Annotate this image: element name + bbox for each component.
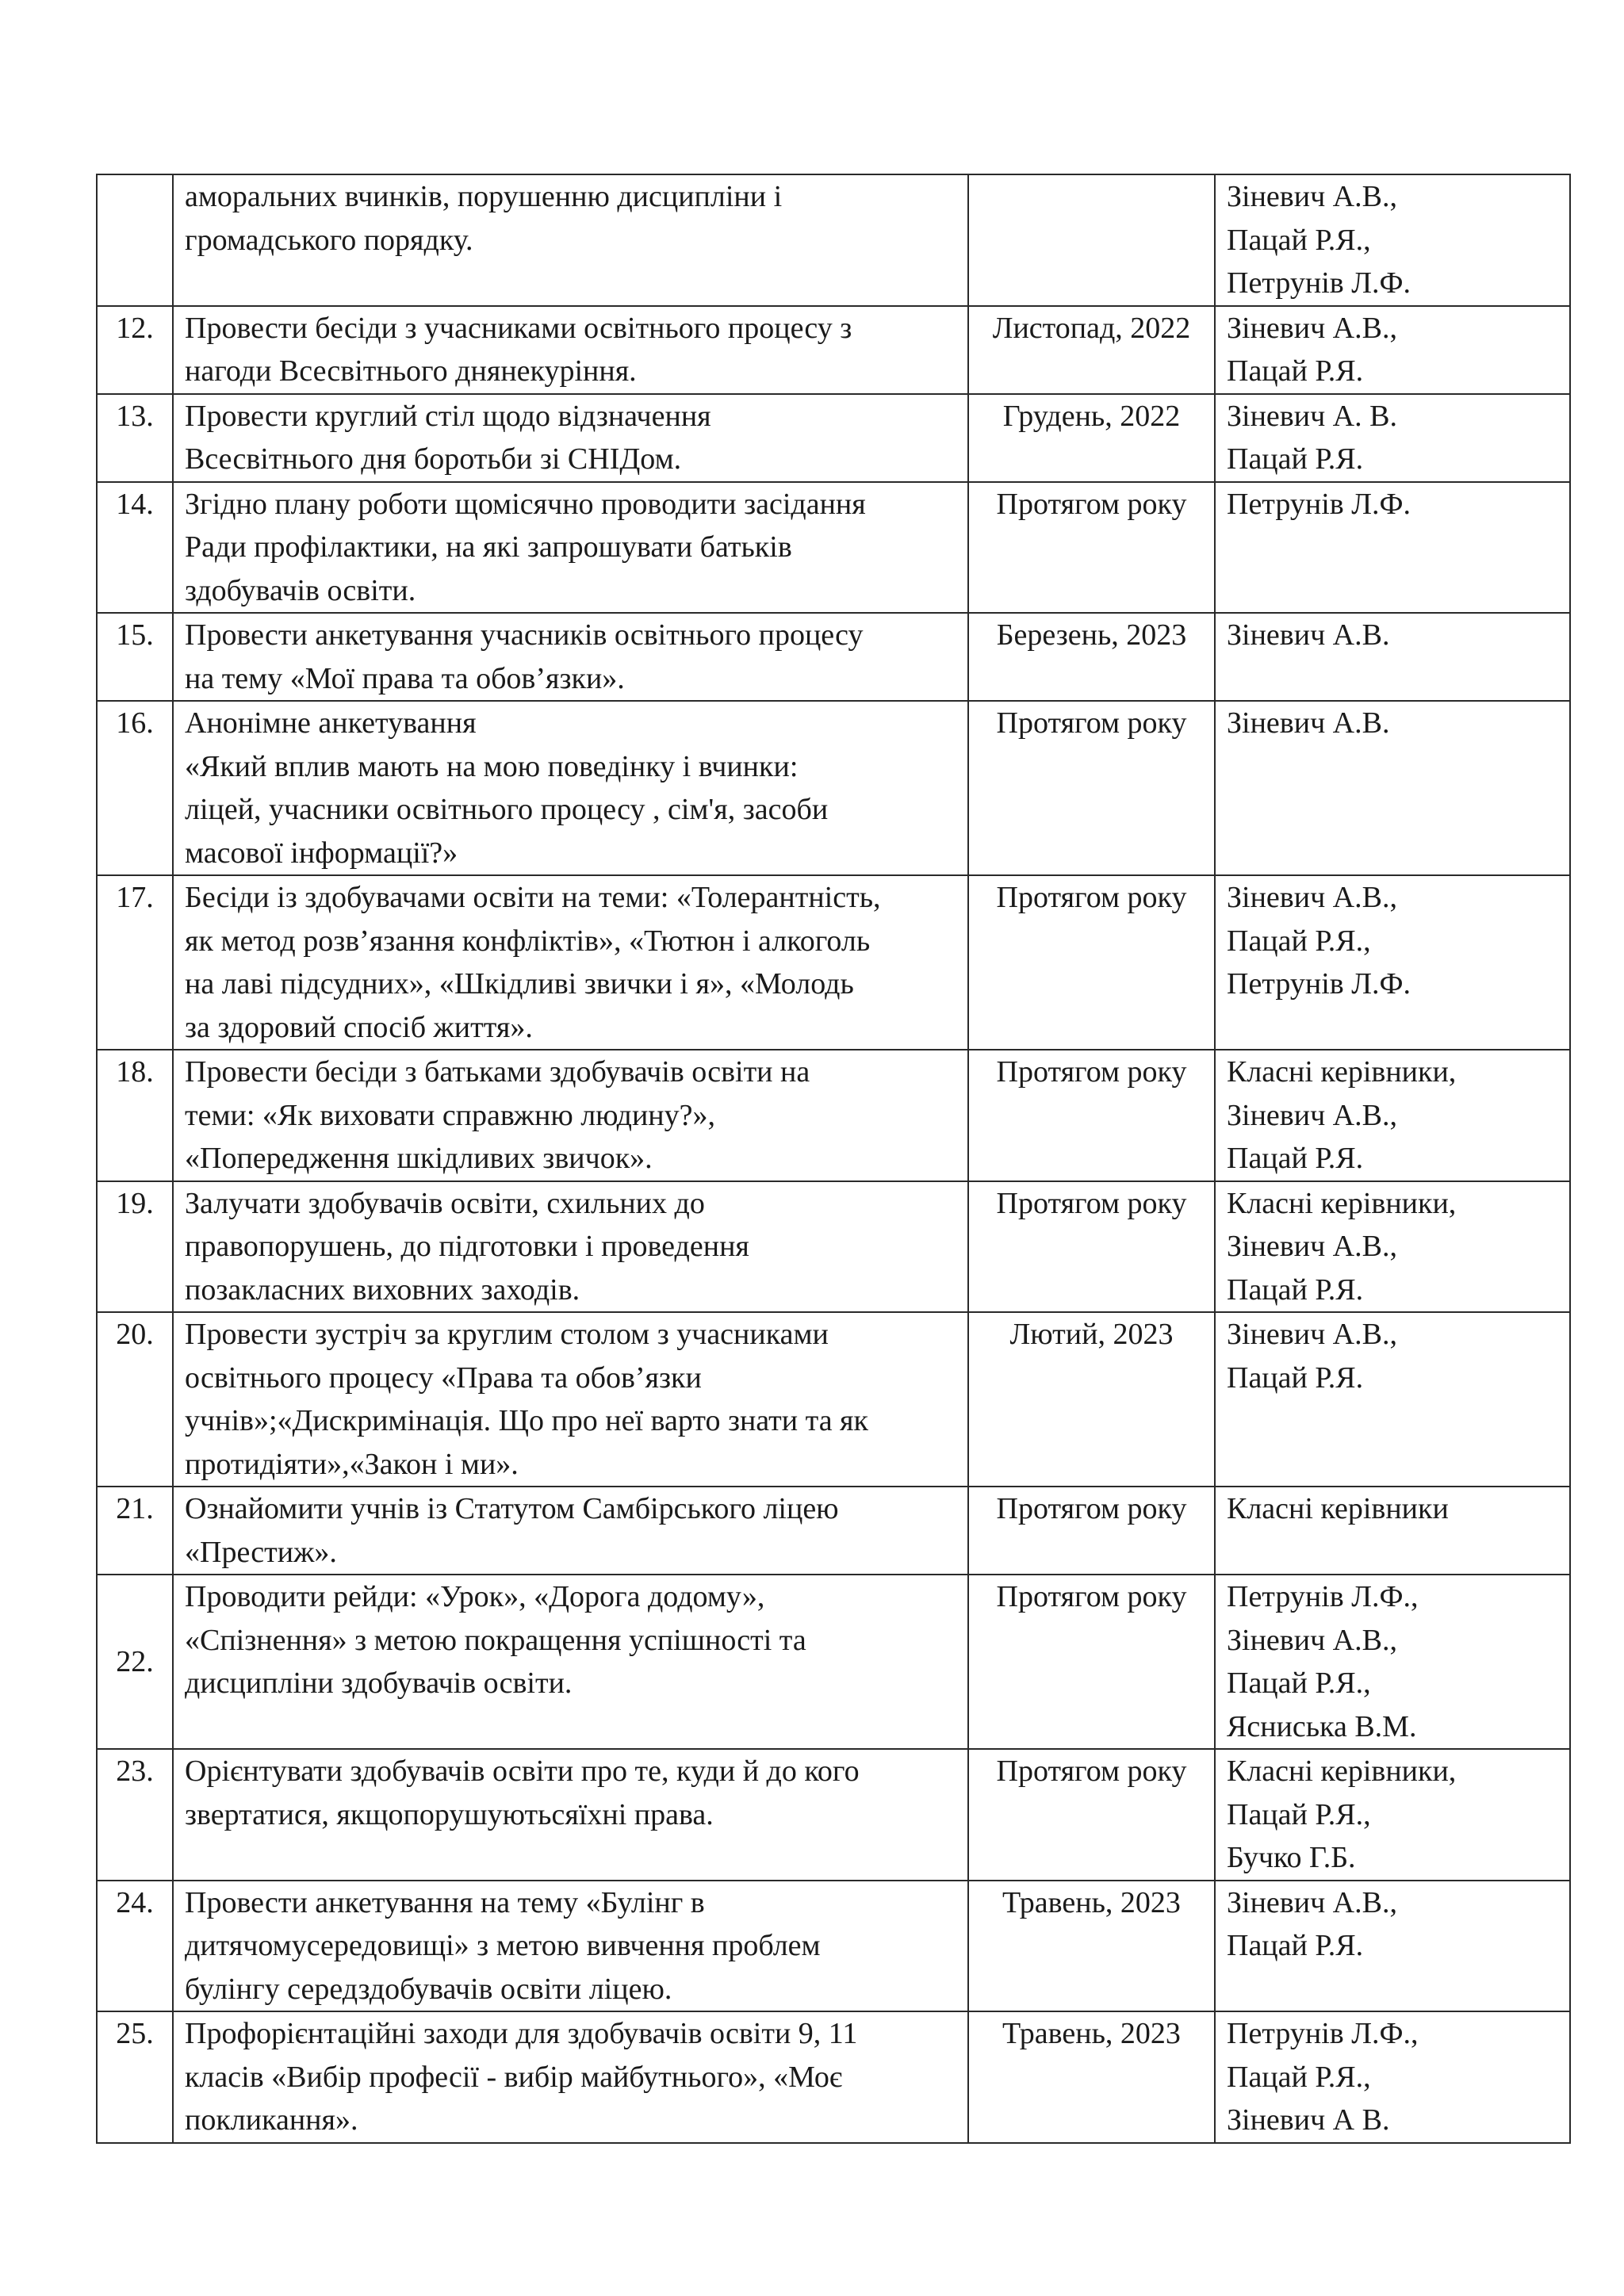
table-row (97, 1181, 1570, 1313)
responsible-line: Класні керівники, (1227, 1055, 1457, 1089)
responsible-line: Пацай Р.Я. (1227, 354, 1364, 388)
responsible-line: Петрунів Л.Ф., (1227, 1580, 1419, 1613)
responsible-cell (1215, 1881, 1570, 2012)
row-number: 23. (97, 1749, 173, 1881)
activity-line: Профорієнтаційні заходи для здобувачів освіти 9, 11 (185, 2017, 858, 2050)
table-row (97, 1881, 1570, 2012)
activity-cell (173, 2011, 968, 2143)
activity-line: позакласних виховних заходів. (185, 1272, 580, 1307)
activity-cell (173, 306, 968, 394)
activity-line: на тему «Мої права та обов’язки». (185, 661, 625, 695)
table-row (97, 1749, 1570, 1881)
activity-line: звертатися, якщопорушуютьсяїхні права. (185, 1797, 714, 1831)
activity-line: протидіяти»,«Закон і ми». (185, 1447, 519, 1481)
responsible-line: Пацай Р.Я., (1227, 223, 1371, 257)
term-cell: Грудень, 2022 (968, 394, 1215, 482)
term-cell: Протягом року (968, 1575, 1215, 1749)
responsible-line: Зіневич А.В., (1227, 1623, 1397, 1657)
activity-line: Проводити рейди: «Урок», «Дорога додому», (185, 1580, 765, 1613)
table-row (97, 394, 1570, 482)
row-number: 17. (97, 875, 173, 1050)
term-cell: Протягом року (968, 1181, 1215, 1313)
table-row (97, 306, 1570, 394)
table-row (97, 613, 1570, 701)
activity-line: Провести круглий стіл щодо відзначення (185, 399, 711, 433)
activity-line: дитячомусередовищі» з метою вивчення проблем (185, 1929, 821, 1962)
responsible-line: Пацай Р.Я. (1227, 1360, 1364, 1395)
activity-line: «Престиж». (185, 1535, 337, 1569)
responsible-line: Пацай Р.Я. (1227, 1272, 1364, 1307)
activity-cell (173, 174, 968, 306)
responsible-cell (1215, 482, 1570, 614)
responsible-line: Пацай Р.Я., (1227, 1667, 1371, 1700)
responsible-cell (1215, 1749, 1570, 1881)
activity-cell (173, 1312, 968, 1487)
activity-line: Ради профілактики, на які запрошувати батьків (185, 530, 792, 564)
responsible-line: Пацай Р.Я., (1227, 924, 1371, 958)
activity-line: «Спізнення» з метою покращення успішності та (185, 1623, 806, 1657)
responsible-line: Зіневич А.В., (1227, 180, 1397, 213)
term-cell: Травень, 2023 (968, 1881, 1215, 2012)
responsible-line: Зіневич А.В., (1227, 311, 1397, 345)
activity-line: Згідно плану роботи щомісячно проводити засідання (185, 487, 866, 521)
activity-line: здобувачів освіти. (185, 573, 416, 607)
responsible-line: Зіневич А.В. (1227, 706, 1390, 740)
row-number: 16. (97, 701, 173, 875)
row-number: 19. (97, 1181, 173, 1313)
term-cell (968, 174, 1215, 306)
row-number (97, 174, 173, 306)
activity-line: булінгу середздобувачів освіти ліцею. (185, 1972, 672, 2006)
activity-line: Провести бесіди з батьками здобувачів освіти на (185, 1055, 810, 1089)
responsible-cell (1215, 701, 1570, 875)
table-row (97, 1487, 1570, 1575)
row-number: 15. (97, 613, 173, 701)
responsible-line: Петрунів Л.Ф., (1227, 2017, 1419, 2050)
responsible-line: Пацай Р.Я. (1227, 1142, 1364, 1175)
responsible-line: Класні керівники, (1227, 1755, 1457, 1788)
responsible-line: Бучко Г.Б. (1227, 1841, 1356, 1874)
activity-line: покликання». (185, 2103, 358, 2137)
activity-plan-table (96, 174, 1571, 2144)
responsible-line: Класні керівники, (1227, 1186, 1457, 1220)
responsible-line: Пацай Р.Я., (1227, 1797, 1371, 1831)
term-cell: Протягом року (968, 482, 1215, 614)
activity-line: класів «Вибір професії - вибір майбутнього», «Моє (185, 2060, 843, 2094)
table-row (97, 1050, 1570, 1181)
table-row (97, 875, 1570, 1050)
term-cell: Лютий, 2023 (968, 1312, 1215, 1487)
activity-cell (173, 613, 968, 701)
responsible-cell (1215, 306, 1570, 394)
responsible-line: Петрунів Л.Ф. (1227, 266, 1411, 300)
activity-line: Бесіди із здобувачами освіти на теми: «Толерантність, (185, 881, 881, 914)
responsible-cell (1215, 1181, 1570, 1313)
activity-line: Орієнтувати здобувачів освіти про те, куди й до кого (185, 1755, 860, 1788)
responsible-line: Зіневич А.В., (1227, 881, 1397, 914)
row-number: 24. (97, 1881, 173, 2012)
activity-cell (173, 875, 968, 1050)
responsible-cell (1215, 394, 1570, 482)
activity-line: дисципліни здобувачів освіти. (185, 1667, 573, 1700)
responsible-line: Пацай Р.Я. (1227, 1929, 1364, 1962)
activity-line: Ознайомити учнів із Статутом Самбірського ліцею (185, 1492, 839, 1525)
responsible-line: Ясниська В.М. (1227, 1709, 1417, 1743)
term-cell: Протягом року (968, 1050, 1215, 1181)
table-row (97, 701, 1570, 875)
activity-cell (173, 1575, 968, 1749)
responsible-line: Зіневич А.В., (1227, 1230, 1397, 1263)
activity-line: «Який вплив мають на мою поведінку і вчинки: (185, 749, 799, 783)
responsible-line: Зіневич А. В. (1227, 399, 1397, 433)
responsible-cell (1215, 875, 1570, 1050)
activity-line: за здоровий спосіб життя». (185, 1010, 533, 1044)
responsible-line: Зіневич А.В., (1227, 1098, 1397, 1132)
row-number: 20. (97, 1312, 173, 1487)
activity-cell (173, 701, 968, 875)
responsible-line: Зіневич А.В., (1227, 1318, 1397, 1351)
row-number: 12. (97, 306, 173, 394)
table-row (97, 2011, 1570, 2143)
activity-line: Всесвітнього дня боротьби зі СНІДом. (185, 442, 682, 476)
activity-cell (173, 1181, 968, 1313)
activity-cell (173, 482, 968, 614)
responsible-line: Зіневич А.В. (1227, 618, 1390, 652)
activity-line: учнів»;«Дискримінація. Що про неї варто знати та як (185, 1404, 868, 1437)
activity-line: Провести зустріч за круглим столом з учасниками (185, 1318, 829, 1351)
activity-line: масової інформації?» (185, 836, 458, 870)
activity-line: освітнього процесу «Права та обов’язки (185, 1360, 702, 1395)
table-row (97, 1575, 1570, 1749)
term-cell: Листопад, 2022 (968, 306, 1215, 394)
responsible-line: Зіневич А.В., (1227, 1885, 1397, 1919)
activity-line: на лаві підсудних», «Шкідливі звички і я», «Молодь (185, 967, 854, 1001)
responsible-line: Класні керівники (1227, 1492, 1449, 1525)
activity-line: як метод розв’язання конфліктів», «Тютюн і алкоголь (185, 924, 871, 958)
activity-line: «Попередження шкідливих звичок». (185, 1142, 653, 1175)
responsible-cell (1215, 1312, 1570, 1487)
term-cell: Березень, 2023 (968, 613, 1215, 701)
activity-line: Анонімне анкетування (185, 706, 477, 740)
term-cell: Протягом року (968, 1749, 1215, 1881)
activity-line: ліцей, учасники освітнього процесу , сім'я, засоби (185, 793, 829, 826)
activity-line: правопорушень, до підготовки і проведення (185, 1230, 749, 1263)
activity-line: нагоди Всесвітнього днянекуріння. (185, 354, 637, 388)
term-cell: Травень, 2023 (968, 2011, 1215, 2143)
table-row (97, 1312, 1570, 1487)
activity-line: Провести анкетування на тему «Булінг в (185, 1885, 705, 1919)
table-row (97, 174, 1570, 306)
term-cell: Протягом року (968, 875, 1215, 1050)
responsible-cell (1215, 1575, 1570, 1749)
table-row (97, 482, 1570, 614)
activity-line: аморальних вчинків, порушенню дисципліни і (185, 180, 783, 213)
activity-line: Провести анкетування учасників освітнього процесу (185, 618, 864, 652)
row-number: 13. (97, 394, 173, 482)
activity-cell (173, 1487, 968, 1575)
responsible-cell (1215, 174, 1570, 306)
activity-cell (173, 394, 968, 482)
row-number: 21. (97, 1487, 173, 1575)
row-number: 14. (97, 482, 173, 614)
row-number: 25. (97, 2011, 173, 2143)
responsible-cell (1215, 1050, 1570, 1181)
activity-cell (173, 1881, 968, 2012)
term-cell: Протягом року (968, 701, 1215, 875)
responsible-line: Зіневич А В. (1227, 2103, 1390, 2137)
responsible-line: Петрунів Л.Ф. (1227, 967, 1411, 1001)
activity-line: Провести бесіди з учасниками освітнього процесу з (185, 311, 852, 345)
responsible-cell (1215, 613, 1570, 701)
row-number: 22. (97, 1575, 173, 1749)
term-cell: Протягом року (968, 1487, 1215, 1575)
row-number: 18. (97, 1050, 173, 1181)
responsible-cell (1215, 1487, 1570, 1575)
activity-cell (173, 1050, 968, 1181)
activity-line: Залучати здобувачів освіти, схильних до (185, 1186, 705, 1220)
responsible-line: Пацай Р.Я. (1227, 442, 1364, 476)
responsible-cell (1215, 2011, 1570, 2143)
activity-cell (173, 1749, 968, 1881)
responsible-line: Пацай Р.Я., (1227, 2060, 1371, 2094)
activity-line: громадського порядку. (185, 223, 473, 257)
activity-line: теми: «Як виховати справжню людину?», (185, 1098, 716, 1132)
responsible-line: Петрунів Л.Ф. (1227, 487, 1411, 521)
